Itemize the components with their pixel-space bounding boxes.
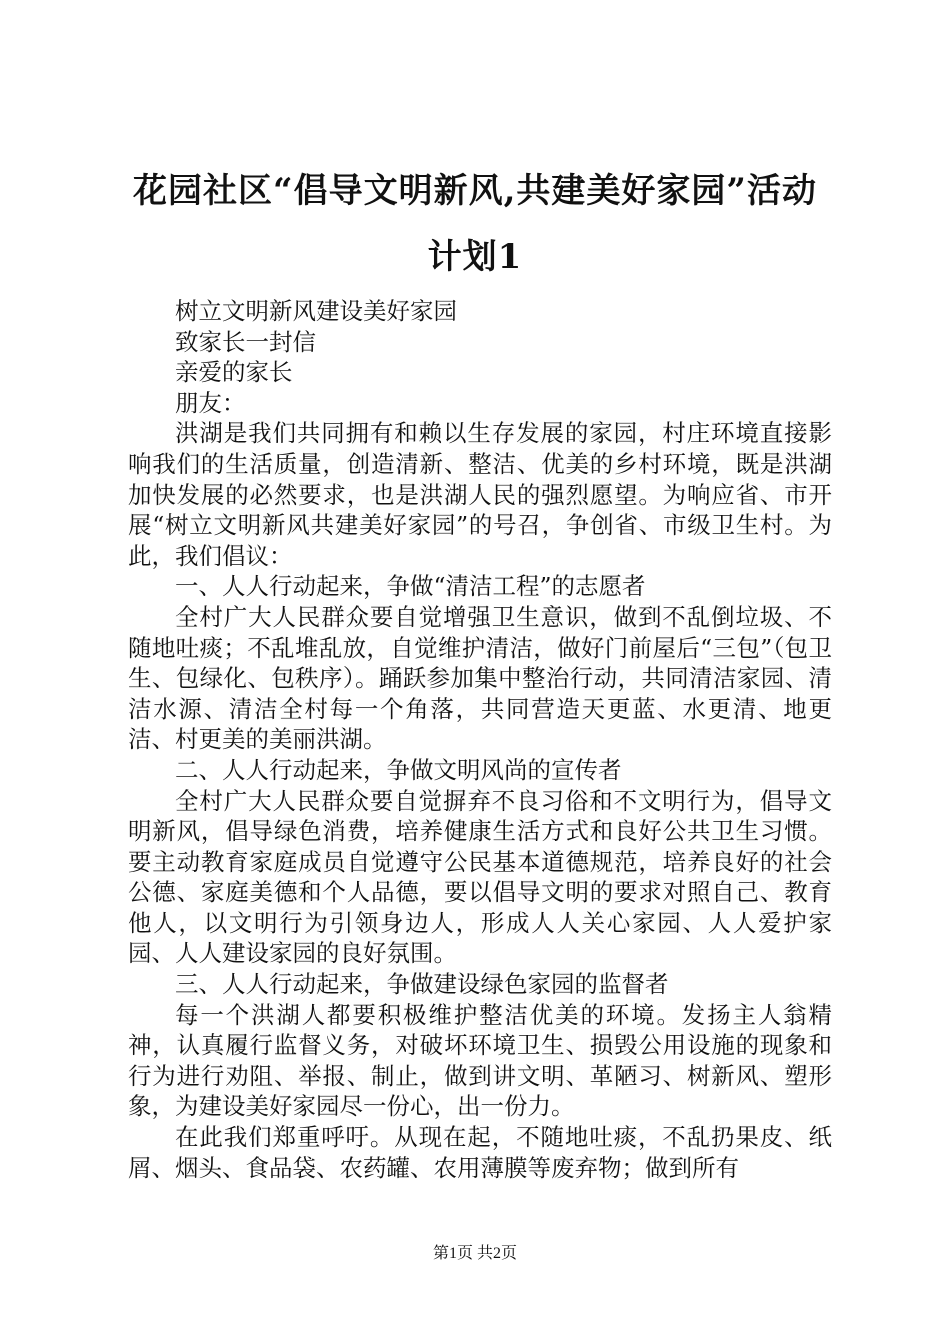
section-heading-3: 三、人人行动起来，争做建设绿色家园的监督者: [175, 970, 669, 999]
paragraph-intro: 洪湖是我们共同拥有和赖以生存发展的家园，村庄环境直接影响我们的生活质量，创造清新、整洁、优美的乡村环境，既是洪湖加快发展的必然要求，也是洪湖人民的强烈愿望。为响应省、市开展“树立文明新风共建美好家园”的号召，争创省、市级卫生村。为此，我们倡议：: [128, 419, 832, 570]
paragraph-heading-line: 树立文明新风建设美好家园: [175, 297, 457, 325]
paragraph-friends: 朋友：: [175, 388, 246, 417]
document-body: [128, 296, 832, 1183]
section-heading-1: 一、人人行动起来，争做“清洁工程”的志愿者: [175, 572, 646, 601]
closing-paragraph: 在此我们郑重呼吁。从现在起，不随地吐痰，不乱扔果皮、纸屑、烟头、食品袋、农药罐、农用薄膜等废弃物；做到所有: [128, 1123, 832, 1182]
paragraph-letter-line: 致家长一封信: [175, 327, 316, 356]
paragraph-salutation: 亲爱的家长: [175, 358, 293, 387]
document-title: 花园社区“倡导文明新风,共建美好家园”活动计划1: [133, 171, 817, 277]
page-number-footer: 第1页 共2页: [432, 1245, 517, 1262]
section-body-3: 每一个洪湖人都要积极维护整洁优美的环境。发扬主人翁精神，认真履行监督义务，对破坏环境卫生、损毁公用设施的现象和行为进行劝阻、举报、制止，做到讲文明、革陋习、树新风、塑形象，为建设美好家园尽一份心，出一份力。: [128, 1000, 832, 1121]
section-heading-2: 二、人人行动起来，争做文明风尚的宣传者: [175, 755, 622, 784]
section-body-1: 全村广大人民群众要自觉增强卫生意识，做到不乱倒垃圾、不随地吐痰；不乱堆乱放，自觉维护清洁，做好门前屋后“三包”（包卫生、包绿化、包秩序）。踊跃参加集中整治行动，共同清洁家园、清洁水源、清洁全村每一个角落，共同营造天更蓝、水更清、地更洁、村更美的美丽洪湖。: [128, 602, 832, 754]
section-body-2: 全村广大人民群众要自觉摒弃不良习俗和不文明行为，倡导文明新风，倡导绿色消费，培养健康生活方式和良好公共卫生习惯。要主动教育家庭成员自觉遵守公民基本道德规范，培养良好的社会公德、家庭美德和个人品德，要以倡导文明的要求对照自己、教育他人，以文明行为引领身边人，形成人人关心家园、人人爱护家园、人人建设家园的良好氛围。: [128, 786, 832, 968]
